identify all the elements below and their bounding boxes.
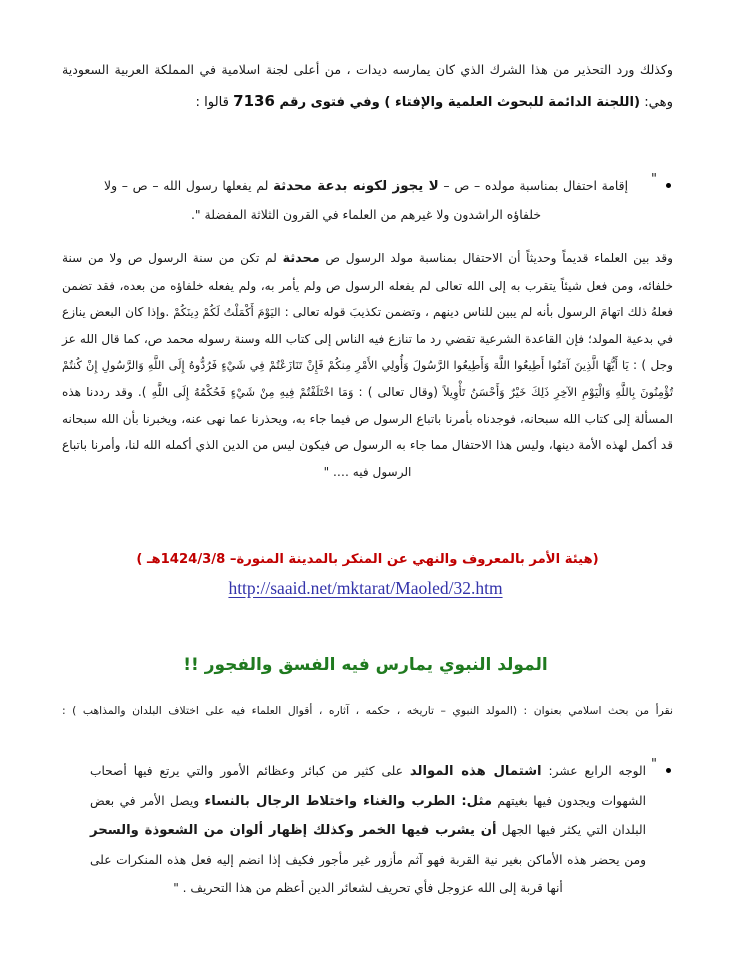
mawalid-part-3: ويصل الأمر في بعض البلدان التي يكثر فيها الجهل [90, 793, 646, 837]
bullet-dot-icon [666, 183, 671, 188]
body-part-5: ). وقد رددنا هذه المسألة إلى كتاب الله سبحانه، فوجدناه بأمرنا باتباع الرسول ص فيما جاء به، ويحذرنا عما نهى عنه، ويخبرنا بأن الله سبحانه قد أكمل لهذه الأمة دينها، وليس هذا الاحتفال مما جاء به الرسول ص فيكون ليس من الدين الذي أكمله الله لنا، وأمرنا باتباع الرسول فيه …. " [62, 384, 673, 479]
mawalid-open-quote: " [651, 757, 657, 772]
mawalid-bold-1: اشتمال هذه الموالد [409, 764, 542, 779]
fatwa-bold-ruling: لا يجوز لكونه بدعة محدثة [273, 179, 439, 194]
committee-name: (اللجنة الدائمة للبحوث العلمية والإفتاء ) [384, 95, 641, 110]
body-bold-muhdatha: محدثة [282, 251, 320, 266]
quran-verse-3: وَمَا اخْتَلَفْتُمْ فِيهِ مِنْ شَيْءٍ فَحُكْمُهُ إِلَى اللَّهِ [151, 384, 354, 399]
bullet-dot-icon [666, 768, 671, 773]
fatwa-text-part-2: لم يفعلها رسول الله – ص – ولا خلفاؤه الراشدون ولا غيرهم من العلماء في القرون الثلاثة المفضلة ". [104, 178, 542, 222]
quran-verse-2: يَا أَيُّهَا الَّذِينَ آمَنُوا أَطِيعُوا اللَّهَ وَأَطِيعُوا الرَّسُولَ وَأُولِي الأَمْرِ مِنكُمْ فَإِنْ تَنَازَعْتُمْ فِي شَيْءٍ فَرُدُّوهُ إِلَى اللَّهِ وَالرَّسُولِ إِنْ كُنتُمْ تُؤْمِنُونَ بِاللَّهِ وَالْيَوْمِ الآخِرِ ذَلِكَ خَيْرٌ وَأَحْسَنُ تَأْوِيلاً [62, 358, 674, 399]
body-part-4: (وقال تعالى ) : [353, 384, 444, 399]
fatwa-open-quote: " [651, 172, 657, 187]
source-attribution: (هيئة الأمر بالمعروف والنهي عن المنكر بالمدينة المنورة– 1424/3/8هـ ) [136, 552, 599, 567]
body-part-1: وقد بين العلماء قديماً وحديثاً أن الاحتفال بمناسبة مولد الرسول ص [319, 251, 673, 265]
mawalid-part-4: ومن يحضر هذه الأماكن بغير نية القربة فهو آثم مأزور غير مأجور فكيف إذا انضم إليه فعل هذه المنكرات على أنها قربة إلى الله عزوجل فأي تحريف لشعائر الدين أعظم من هذا التحريف . " [90, 852, 646, 895]
intro-line2-suffix: قالوا : [195, 95, 234, 110]
source-url-container [0, 578, 731, 599]
fatwa-text-part-1: إقامة احتفال بمناسبة مولده – ص – [438, 178, 629, 193]
mawalid-paragraph [90, 757, 646, 903]
mawalid-part-2: على كثير من كبائر وعظائم الأمور والتي يرتع فيها أصحاب الشهوات ويجدون فيها بغيتهم [90, 764, 646, 808]
body-part-3: .وإذا كان البعض ينازع في بدعية المولد؛ فإن القاعدة الشرعية تقضي رد ما تنازع فيه الناس إلى كتاب الله وسنة رسوله محمد ص، كما قال الله عز وجل ) : [62, 305, 673, 373]
mawalid-bold-3: أن يشرب فيها الخمر وكذلك إظهار ألوان من الشعوذة والسحر [90, 823, 497, 838]
intro-line2-prefix: وهي: [640, 95, 673, 110]
quran-verse-1: اليَوْمَ أَكْمَلْتُ لَكُمْ دِينَكُمْ [173, 305, 281, 320]
fatwa-number: 7136 [233, 92, 275, 110]
body-part-2: لم تكن من سنة الرسول ص ولا من سنة خلفائه، ومن فعل شيئاً يتقرب به إلى الله تعالى لم يفعله الرسول ص ولم يأمر به، ولم يفعله خلفاؤه من بعده، فقد تضمن فعلهُ ذلك اتهامَ الرسول بأنه لم يبين للناس دينهم ، وتضمن تكذيبَ قوله تعالى : [62, 251, 673, 320]
body-paragraph [62, 245, 673, 485]
fatwa-label: وفي فتوى رقم [274, 95, 385, 110]
fatwa-quote-paragraph [104, 172, 628, 229]
intro-paragraph-line-1: وكذلك ورد التحذير من هذا الشرك الذي كان يمارسه ديدات ، من أعلى لجنة اسلامية في المملكة العربية السعودية [62, 62, 673, 77]
mawalid-part-1: الوجه الرابع عشر: [541, 764, 646, 778]
research-citation-line: نقرأ من بحث اسلامي بعنوان : (المولد النبوي – تاريخه ، حكمه ، آثاره ، أقوال العلماء فيه على اختلاف البلدان والمذاهب ) : [62, 704, 673, 717]
section-heading-mawlid: المولد النبوي يمارس فيه الفسق والفجور !! [183, 655, 548, 675]
source-url-link[interactable]: http://saaid.net/mktarat/Maoled/32.htm [228, 578, 503, 598]
intro-paragraph-line-2 [62, 88, 673, 116]
mawalid-bold-2: مثل: الطرب والغناء واختلاط الرجال بالنساء [204, 793, 492, 809]
